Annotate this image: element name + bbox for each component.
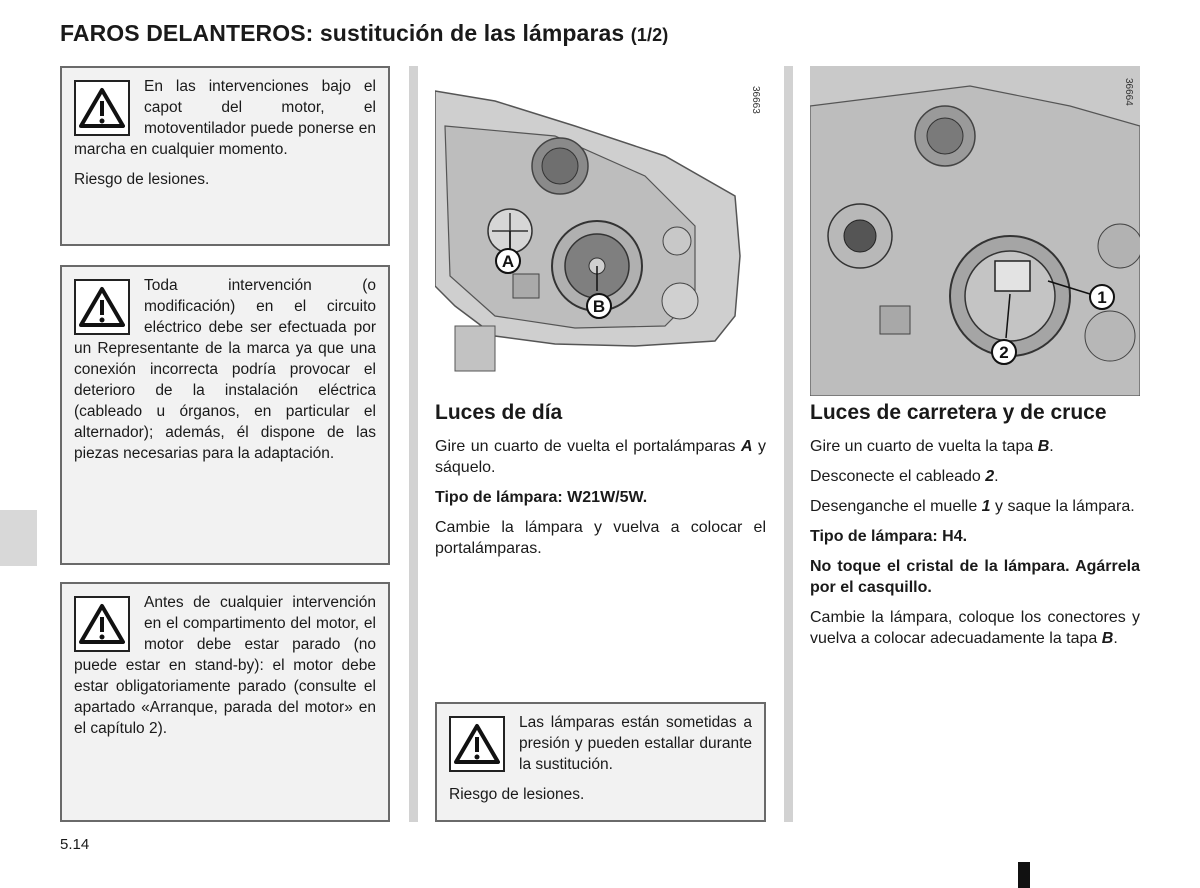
figure-reference-number: 36663 xyxy=(750,86,761,114)
title-part: (1/2) xyxy=(630,25,669,45)
warning-text: Toda intervención (o modificación) en el circuito eléctrico debe ser efectuada por un Representante de la marca ya que una conexión incorrecta podría provocar el deterioro de la instalación eléctrica (cableado u órganos, en particular el alternador); además, él dispone de las piezas necesarias para la adaptación. xyxy=(74,277,376,462)
column-divider-right xyxy=(784,66,793,822)
warning-box-electrical xyxy=(60,265,390,565)
instruction-paragraph: Gire un cuarto de vuelta el portalámparas A y sáquelo. xyxy=(435,438,766,476)
column-divider-left xyxy=(409,66,418,822)
warning-risk-text: Riesgo de lesiones. xyxy=(74,171,210,188)
headlamp-illustration-2 xyxy=(810,66,1140,396)
lamp-type: Tipo de lámpara: W21W/5W. xyxy=(435,489,648,506)
warning-triangle-icon xyxy=(74,596,130,652)
handling-warning: No toque el cristal de la lámpara. Agárrela por el casquillo. xyxy=(810,558,1140,596)
warning-text: Antes de cualquier intervención en el compartimento del motor, el motor debe estar parado (no puede estar en stand-by): el motor debe estar obligatoriamente parado (consulte el apartado «Arranque, parada del motor» en el capítulo 2). xyxy=(74,594,376,737)
figure-main-beam xyxy=(810,66,1140,396)
headlamp-illustration-1 xyxy=(435,66,767,388)
page-edge-marker xyxy=(1018,862,1030,888)
figure-daytime-light xyxy=(435,66,767,388)
instruction-paragraph: Gire un cuarto de vuelta la tapa B. xyxy=(810,438,1054,455)
figure-reference-number: 36664 xyxy=(1123,78,1134,106)
warning-triangle-icon xyxy=(74,279,130,335)
section-heading-headlight: Luces de carretera y de cruce xyxy=(810,401,1107,424)
warning-box-fan xyxy=(60,66,390,246)
lamp-type: Tipo de lámpara: H4. xyxy=(810,528,968,545)
section-body-headlight xyxy=(810,436,1140,658)
callout-label-b: B xyxy=(592,297,606,316)
instruction-paragraph: Desenganche el muelle 1 y saque la lámpara. xyxy=(810,498,1135,515)
page-title xyxy=(60,20,668,47)
title-main: FAROS DELANTEROS: sustitución de las lámparas xyxy=(60,20,625,46)
instruction-paragraph: Cambie la lámpara, coloque los conectores y vuelva a colocar adecuadamente la tapa B. xyxy=(810,609,1140,647)
section-body-daytime xyxy=(435,436,766,568)
warning-text: En las intervenciones bajo el capot del motor, el motoventilador puede ponerse en marcha en cualquier momento. xyxy=(74,78,376,158)
warning-box-pressure xyxy=(435,702,766,822)
warning-risk-text: Riesgo de lesiones. xyxy=(449,786,585,803)
section-heading-daytime: Luces de día xyxy=(435,401,563,424)
instruction-paragraph: Cambie la lámpara y vuelva a colocar el portalámparas. xyxy=(435,519,766,557)
chapter-tab-marker xyxy=(0,510,37,566)
callout-label-1: 1 xyxy=(1097,288,1107,307)
callout-label-2: 2 xyxy=(999,343,1009,362)
warning-box-engine xyxy=(60,582,390,822)
warning-triangle-icon xyxy=(74,80,130,136)
instruction-paragraph: Desconecte el cableado 2. xyxy=(810,468,999,485)
warning-triangle-icon xyxy=(449,716,505,772)
callout-label-a: A xyxy=(501,252,515,271)
warning-text: Las lámparas están sometidas a presión y pueden estallar durante la sustitución. xyxy=(519,714,752,773)
page-number: 5.14 xyxy=(60,836,90,853)
